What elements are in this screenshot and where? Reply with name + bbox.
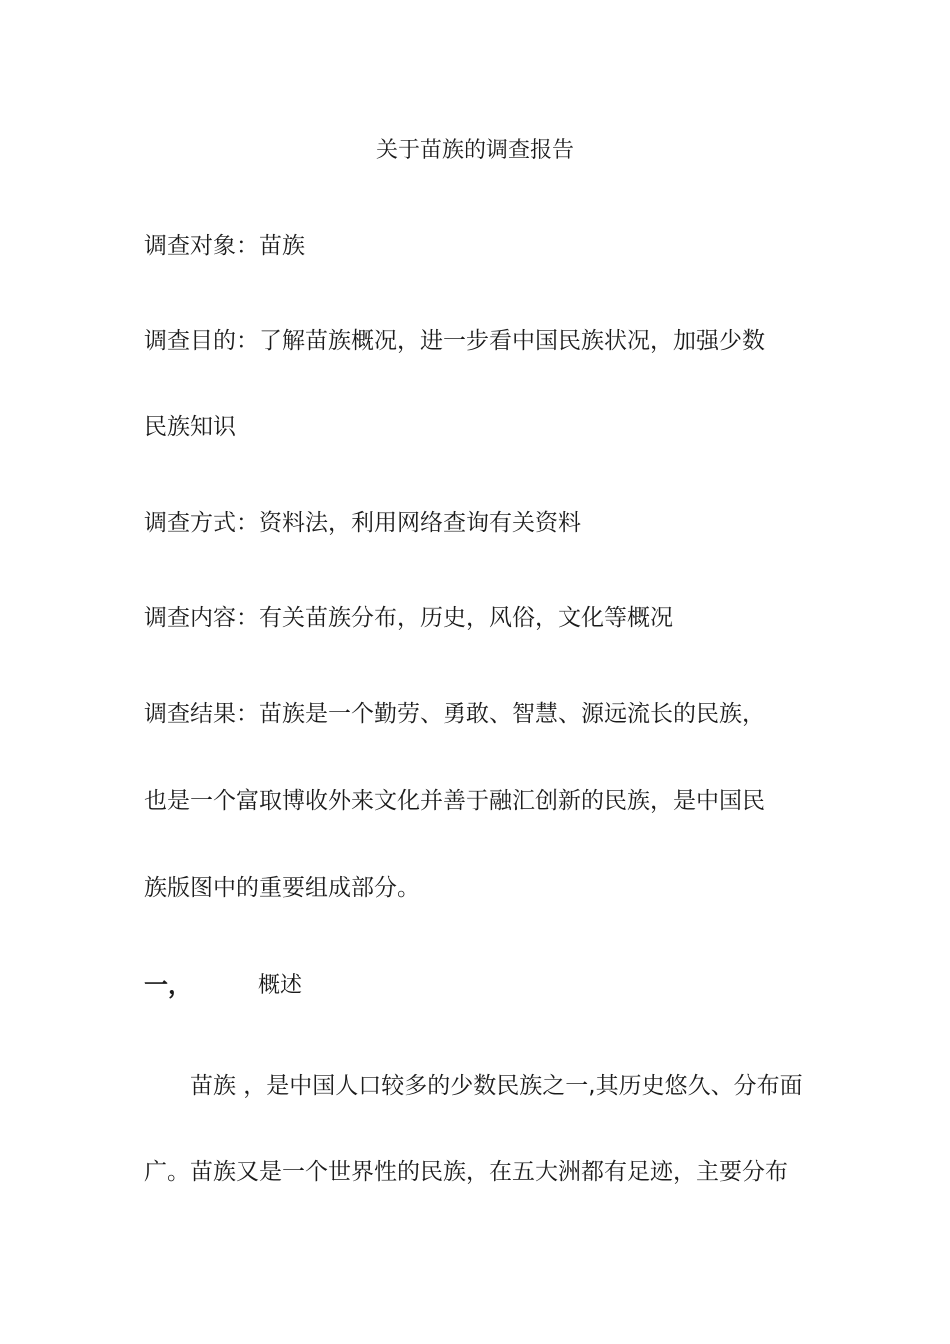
survey-purpose-line: 调查目的：了解苗族概况，进一步看中国民族状况，加强少数 (144, 328, 765, 354)
section-title: 概述 (258, 973, 303, 998)
survey-content-line: 调查内容：有关苗族分布，历史，风俗，文化等概况 (144, 605, 673, 631)
survey-purpose-continuation: 民族知识 (144, 414, 236, 440)
survey-method-line: 调查方式：资料法，利用网络查询有关资料 (144, 510, 581, 536)
document-title: 关于苗族的调查报告 (375, 138, 574, 163)
survey-result-continuation-1: 也是一个富取博收外来文化并善于融汇创新的民族，是中国民 (144, 788, 765, 814)
body-paragraph-line: 广。苗族又是一个世界性的民族，在五大洲都有足迹，主要分布 (144, 1159, 788, 1185)
survey-result-continuation-2: 族版图中的重要组成部分。 (144, 875, 420, 901)
survey-result-line: 调查结果：苗族是一个勤劳、勇敢、智慧、源远流长的民族， (144, 701, 765, 727)
survey-subject-line: 调查对象：苗族 (144, 233, 305, 259)
body-paragraph-line: 苗族 ，是中国人口较多的少数民族之一,其历史悠久、分布面 (190, 1073, 803, 1099)
section-number: 一， (144, 971, 192, 999)
